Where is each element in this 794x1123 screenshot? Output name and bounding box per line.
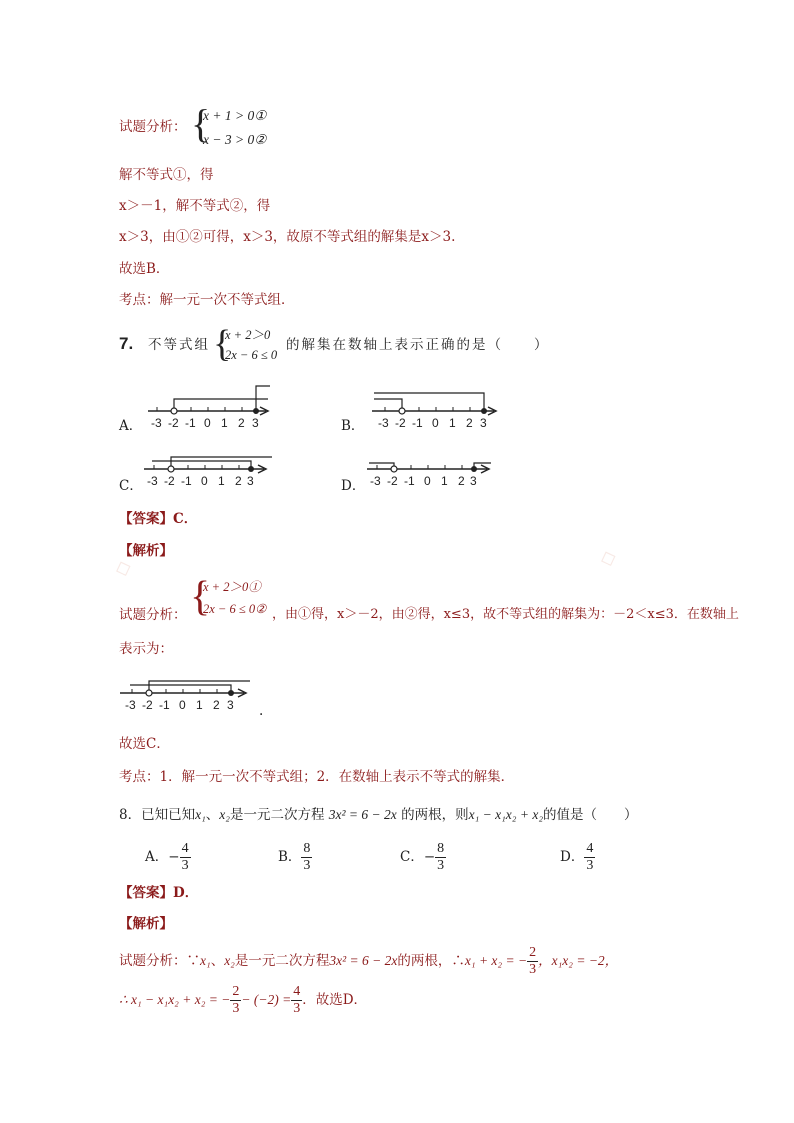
tick-label: -1	[181, 474, 192, 488]
q7-option-d-label[interactable]: D．	[341, 478, 366, 494]
q7-jiexi: 【解析】	[119, 543, 173, 559]
q8-jiexi: 【解析】	[119, 916, 173, 932]
tick-label: -2	[395, 416, 406, 430]
tick-label: -3	[125, 698, 136, 712]
q7-kaodian: 考点：1．解一元一次不等式组；2．在数轴上表示不等式的解集．	[119, 769, 515, 785]
q8-option-a[interactable]: A． − $\frac{4}{3}$	[145, 840, 189, 873]
tick-label: -1	[412, 416, 423, 430]
q7-analysis-period: .	[259, 703, 264, 719]
tick-label: 1	[441, 474, 448, 488]
q7-analysis-text: ，由①得，x＞－2，由②得，x≤3，故不等式组的解集为：－2＜x≤3．在数轴上	[272, 607, 739, 622]
tick-label: -3	[370, 474, 381, 488]
q6-choose: 故选B．	[119, 261, 170, 277]
tick-label: 3	[247, 474, 254, 488]
watermark: ◇	[111, 553, 135, 581]
q7-analysis-label: 试题分析：	[119, 607, 187, 623]
tick-label: 1	[221, 416, 228, 430]
q6-eq1: x + 1 > 0①	[203, 108, 267, 123]
q7-answer: 【答案】C．	[119, 511, 198, 527]
tick-label: 1	[449, 416, 456, 430]
q7-analysis-eq2: 2x − 6 ≤ 0②	[203, 602, 267, 616]
tick-label: 0	[424, 474, 431, 488]
q6-eq2: x − 3 > 0②	[203, 132, 267, 147]
q7-stem-a: 不等式组	[148, 337, 210, 353]
q8-stem: 8．已知已知x₁、x₂是一元二次方程 3x² = 6 − 2x 的两根，则x₁ − x₁x₂ + x₂的值是（ ）	[119, 807, 638, 823]
q8-answer: 【答案】D．	[119, 885, 199, 901]
q6-analysis-label: 试题分析：	[119, 119, 187, 135]
tick-label: 1	[218, 474, 225, 488]
q7-numberline-c	[144, 447, 274, 492]
q7-eq1: x + 2＞0	[225, 328, 271, 342]
tick-label: 2	[213, 698, 220, 712]
q7-eq2: 2x − 6 ≤ 0	[225, 348, 278, 362]
tick-label: 3	[252, 416, 259, 430]
tick-label: 0	[432, 416, 439, 430]
tick-label: 2	[466, 416, 473, 430]
q7-option-b-label[interactable]: B．	[341, 418, 365, 434]
q7-choose: 故选C．	[119, 736, 170, 752]
q7-analysis-text2: 表示为：	[119, 641, 173, 657]
tick-label: 2	[458, 474, 465, 488]
tick-label: -1	[404, 474, 415, 488]
tick-label: -3	[151, 416, 162, 430]
q6-line2: x＞－1，解不等式②，得	[119, 198, 271, 214]
tick-label: 3	[227, 698, 234, 712]
tick-label: 2	[235, 474, 242, 488]
tick-label: -1	[185, 416, 196, 430]
q8-option-d[interactable]: D． $\frac{4}{3}$	[560, 840, 594, 873]
q8-analysis-line2: ∴ x₁ − x₁x₂ + x₂ = − $\frac{2}{3}$ − (−2) = $\frac{4}{3}$ ．故选D．	[119, 983, 368, 1016]
tick-label: -2	[168, 416, 179, 430]
q6-line3: x＞3，由①②可得，x＞3，故原不等式组的解集是x＞3.	[119, 229, 456, 245]
q8-analysis-line1: 试题分析：∵ x₁ 、 x₂ 是一元二次方程 3x² = 6 − 2x 的两根，∴ x₁ + x₂ = − $\frac{2}{3}$ ，x₁x₂ = −2，	[119, 944, 619, 977]
tick-label: -3	[378, 416, 389, 430]
q7-analysis-brace: {	[190, 574, 211, 620]
q7-option-a-label[interactable]: A．	[119, 418, 143, 434]
tick-label: 1	[196, 698, 203, 712]
q7-option-c-label[interactable]: C．	[119, 478, 143, 494]
q7-number: 7.	[119, 334, 134, 353]
q7-analysis-eq1: x + 2＞0①	[203, 580, 261, 594]
q8-option-b[interactable]: B． $\frac{8}{3}$	[278, 840, 311, 873]
q6-kaodian: 考点：解一元一次不等式组．	[119, 292, 295, 308]
q7-numberline-b	[372, 383, 502, 433]
tick-label: 0	[179, 698, 186, 712]
tick-label: -2	[164, 474, 175, 488]
tick-label: -2	[142, 698, 153, 712]
tick-label: 0	[204, 416, 211, 430]
tick-label: -2	[387, 474, 398, 488]
tick-label: 3	[480, 416, 487, 430]
q8-option-c[interactable]: C． − $\frac{8}{3}$	[400, 840, 445, 873]
tick-label: 2	[238, 416, 245, 430]
q6-system-brace: {	[191, 101, 211, 146]
q7-numberline-d	[367, 447, 497, 492]
q7-numberline-a	[148, 383, 273, 433]
watermark: ◇	[596, 543, 620, 571]
tick-label: -1	[159, 698, 170, 712]
tick-label: 0	[201, 474, 208, 488]
q7-analysis-numberline	[120, 673, 255, 718]
q7-stem-b: 的解集在数轴上表示正确的是（ ）	[286, 337, 550, 353]
q7-system-brace: {	[213, 323, 232, 365]
q6-line1: 解不等式①，得	[119, 167, 214, 183]
tick-label: 3	[470, 474, 477, 488]
tick-label: -3	[147, 474, 158, 488]
